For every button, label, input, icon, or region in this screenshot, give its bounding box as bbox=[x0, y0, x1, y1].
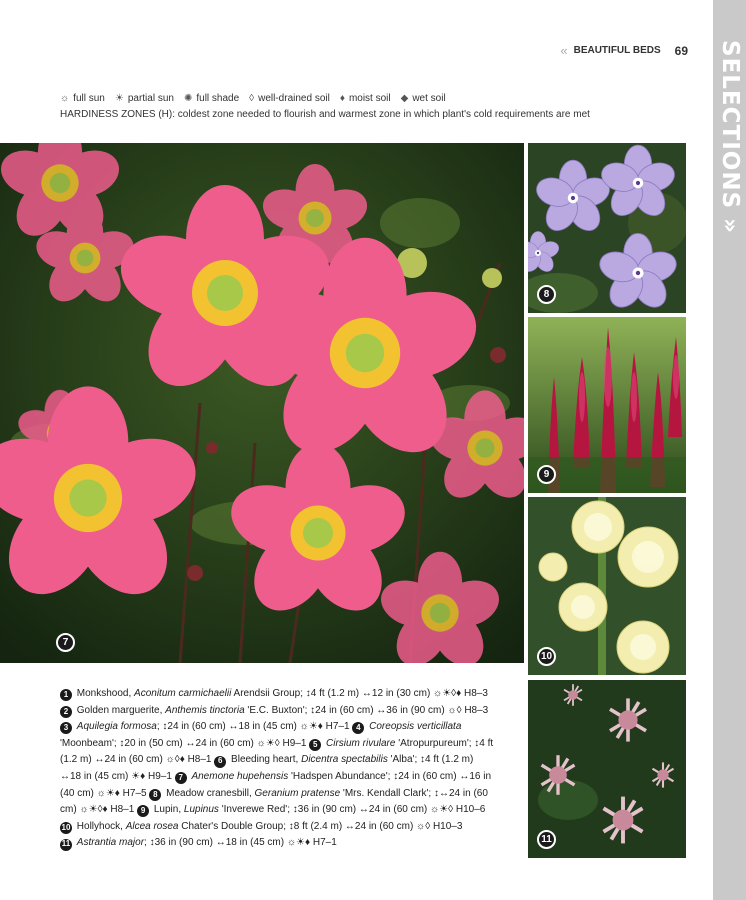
photo-astrantia bbox=[528, 680, 686, 858]
caption-item: 1 Monkshood, Aconitum carmichaelii Arendsii Group; ↕4 ft (1.2 m) ↔12 in (30 cm) ☼☀◊♦ H8–3 bbox=[60, 688, 488, 699]
legend-item-wet: ◆ wet soil bbox=[400, 93, 446, 104]
full-shade-icon: ✺ bbox=[183, 93, 193, 104]
legend-item-full-sun: ☼ full sun bbox=[60, 93, 105, 104]
caption-item: 5 Cirsium rivulare 'Atropurpureum'; ↕4 ft (1.2 m) ↔24 in (60 cm) ☼◊♦ H8–1 bbox=[60, 737, 494, 766]
legend-item-full-shade: ✺ full shade bbox=[183, 93, 240, 104]
photo-badge-8: 8 bbox=[537, 285, 556, 304]
legend-item-moist: ♦ moist soil bbox=[339, 93, 391, 104]
partial-sun-icon: ☀ bbox=[114, 93, 124, 104]
page-number: 69 bbox=[674, 43, 688, 58]
caption-item: 10 Hollyhock, Alcea rosea Chater's Double Group; ↕8 ft (2.4 m) ↔24 in (60 cm) ☼◊ H10–3 bbox=[60, 821, 462, 832]
sidebar-tab bbox=[713, 0, 746, 900]
sidebar-label: SELECTIONS » bbox=[717, 40, 743, 235]
caption-item: 6 Bleeding heart, Dicentra spectabilis 'Alba'; ↕4 ft (1.2 m) ↔18 in (45 cm) ☀♦ H9–1 bbox=[60, 754, 474, 782]
moist-soil-icon: ♦ bbox=[339, 93, 345, 104]
caption-item: 2 Golden marguerite, Anthemis tinctoria 'E.C. Buxton'; ↕24 in (60 cm) ↔36 in (90 cm) ☼◊ H8–3 bbox=[60, 705, 488, 716]
chevron-left-icon: « bbox=[560, 43, 568, 58]
caption-item: 3 Aquilegia formosa; ↕24 in (60 cm) ↔18 in (45 cm) ☼☀♦ H7–1 bbox=[60, 721, 350, 732]
photo-anemone bbox=[0, 143, 524, 663]
caption-item: 9 Lupin, Lupinus 'Inverewe Red'; ↕36 in (90 cm) ↔24 in (60 cm) ☼☀◊ H10–6 bbox=[137, 804, 485, 815]
running-header bbox=[560, 43, 688, 58]
legend-item-partial-sun: ☀ partial sun bbox=[114, 93, 174, 104]
full-sun-icon: ☼ bbox=[60, 93, 70, 104]
wet-soil-icon: ◆ bbox=[400, 93, 409, 104]
well-drained-soil-icon: ◊ bbox=[249, 93, 255, 104]
photo-lupin bbox=[528, 317, 686, 493]
photo-badge-9: 9 bbox=[537, 465, 556, 484]
plant-captions bbox=[60, 686, 496, 852]
caption-item: 11 Astrantia major; ↕36 in (90 cm) ↔18 in (45 cm) ☼☀♦ H7–1 bbox=[60, 837, 337, 848]
symbol-legend bbox=[60, 93, 446, 104]
caption-item: 4 Coreopsis verticillata 'Moonbeam'; ↕20 in (50 cm) ↔24 in (60 cm) ☼☀◊ H9–1 bbox=[60, 721, 462, 749]
photo-hollyhock bbox=[528, 497, 686, 675]
legend-item-well-drained: ◊ well-drained soil bbox=[249, 93, 330, 104]
photo-geranium bbox=[528, 143, 686, 313]
caption-item: 8 Meadow cranesbill, Geranium pratense 'Mrs. Kendall Clark'; ↕↔24 in (60 cm) ☼☀◊♦ H8–1 bbox=[60, 787, 488, 816]
section-title: BEAUTIFUL BEDS bbox=[573, 45, 661, 56]
photo-badge-10: 10 bbox=[537, 647, 556, 666]
photo-badge-11: 11 bbox=[537, 830, 556, 849]
caption-item: 7 Anemone hupehensis 'Hadspen Abundance'; ↕24 in (60 cm) ↔16 in (40 cm) ☼☀♦ H7–5 bbox=[60, 770, 492, 799]
photo-badge-7: 7 bbox=[56, 633, 75, 652]
hardiness-zones-note: HARDINESS ZONES (H): coldest zone needed to flourish and warmest zone in which plant's cold requirements are met bbox=[60, 109, 590, 120]
